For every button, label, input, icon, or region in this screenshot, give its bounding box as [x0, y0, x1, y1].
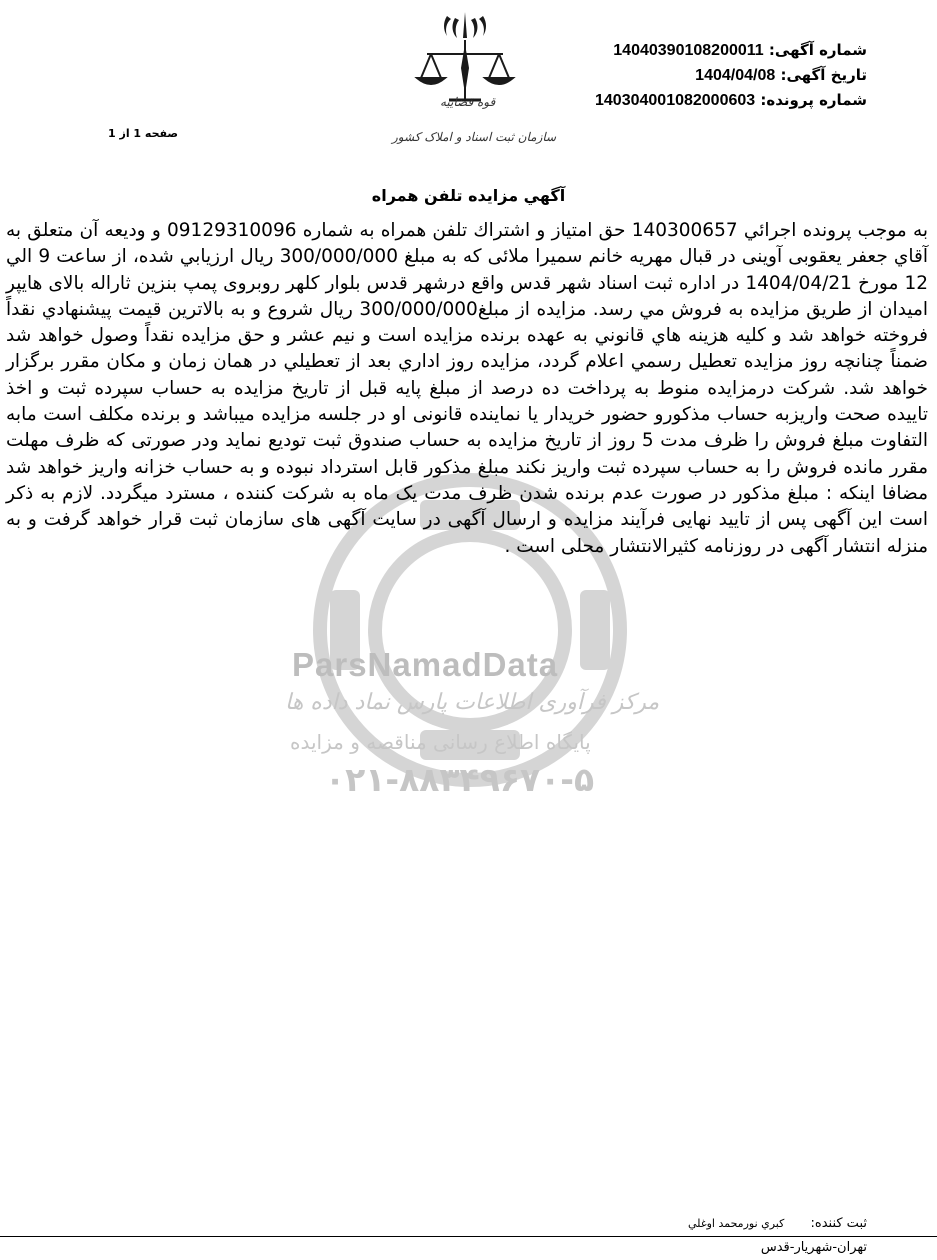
notice-date-label: تاریخ آگهی:	[780, 66, 867, 84]
page-number: صفحه 1 از 1	[108, 127, 179, 140]
watermark-phone: ۰۲۱-۸۸۳۴۹۶۷۰-۵	[325, 760, 595, 799]
registrar-name: كبري نورمحمد اوغلي	[688, 1217, 785, 1230]
case-number-row	[547, 88, 867, 113]
notice-date-row	[547, 63, 867, 88]
watermark-brand: ParsNamadData	[292, 646, 559, 683]
watermark-line-1: مرکز فرآوری اطلاعات پارس نماد داده ها	[285, 690, 660, 715]
emblem-caption-registration-org: سازمان ثبت اسناد و املاک کشور	[392, 130, 557, 144]
registrar	[688, 1216, 867, 1231]
notice-date: 1404/04/08	[695, 67, 776, 84]
emblem-caption-judiciary: قوه قضاییه	[440, 95, 496, 109]
notice-body: به موجب پرونده اجرائي 140300657 حق امتياز و اشتراك تلفن همراه به شماره 09129310096 و وديعه آن متعلق به آقاي جعفر يعقوبی آوينی در قبال مهريه خانم سميرا ملائی كه به مبلغ 300/000/000 ريال ارزيابي شده، از ساعت 9 الي 12 مورخ 1404/04/21 در اداره ثبت اسناد شهر قدس واقع درشهر قدس بلوار كلهر روبروی پمپ بنزين ثاراله بالای هايپر اميدان از طريق مزايده به فروش مي رسد. مزايده از مبلغ300/000/000 ريال شروع و به بالاترين قيمت پيشنهادي نقداً فروخته خواهد شد و كليه هزينه هاي قانوني به عهده برنده مزايده است و نيم عشر و حق مزايده نقداً وصول خواهد شد ضمناً چنانچه روز مزايده تعطيل رسمي اعلام گردد، مزايده روز اداري بعد از تعطيلي در همان زمان و مكان مقرر برگزار خواهد شد. شركت درمزايده منوط به پرداخت ده درصد از مبلغ پايه قبل از تاريخ مزايده به حساب سپرده ثبت و اخذ تاييده صحت واريزبه حساب مذكورو حضور خريدار يا نماينده قانونی او در جلسه مزايده ميباشد و برنده مكلف است مابه التفاوت مبلغ فروش را ظرف مدت 5 روز از تاريخ مزايده به حساب صندوق ثبت توديع نمايد ودر صورتی كه ظرف مهلت مقرر مانده فروش را به حساب سپرده ثبت واريز نكند مبلغ مذكور قابل استرداد نبوده و به حساب خزانه واريز خواهد شد مضافا اينكه : مبلغ مذكور در صورت عدم برنده شدن ظرف مدت يک ماه به شركت كننده ، مسترد ميگردد. لازم به ذكر است اين آگهی پس از تاييد نهايی فرآيند مزايده و ارسال آگهی در سايت آگهی های سازمان ثبت قرار خواهد گرفت و به منزله انتشار آگهی در روزنامه كثيرالانتشار محلی است .	[6, 220, 929, 557]
footer-divider	[0, 1236, 937, 1237]
case-number-label: شماره پرونده:	[760, 91, 867, 109]
notice-number-label: شماره آگهی:	[768, 41, 867, 59]
registrar-label: ثبت كننده:	[810, 1216, 867, 1231]
notice-meta	[547, 38, 867, 113]
notice-number: 14040390108200011	[613, 42, 764, 59]
notice-title: آگهي مزايده تلفن همراه	[371, 186, 566, 205]
watermark-line-2: پایگاه اطلاع رسانی مناقصه و مزایده	[290, 730, 591, 754]
registration-location: تهران-شهريار-قدس	[760, 1240, 867, 1255]
notice-number-row	[547, 38, 867, 63]
case-number: 140304001082000603	[595, 92, 756, 109]
